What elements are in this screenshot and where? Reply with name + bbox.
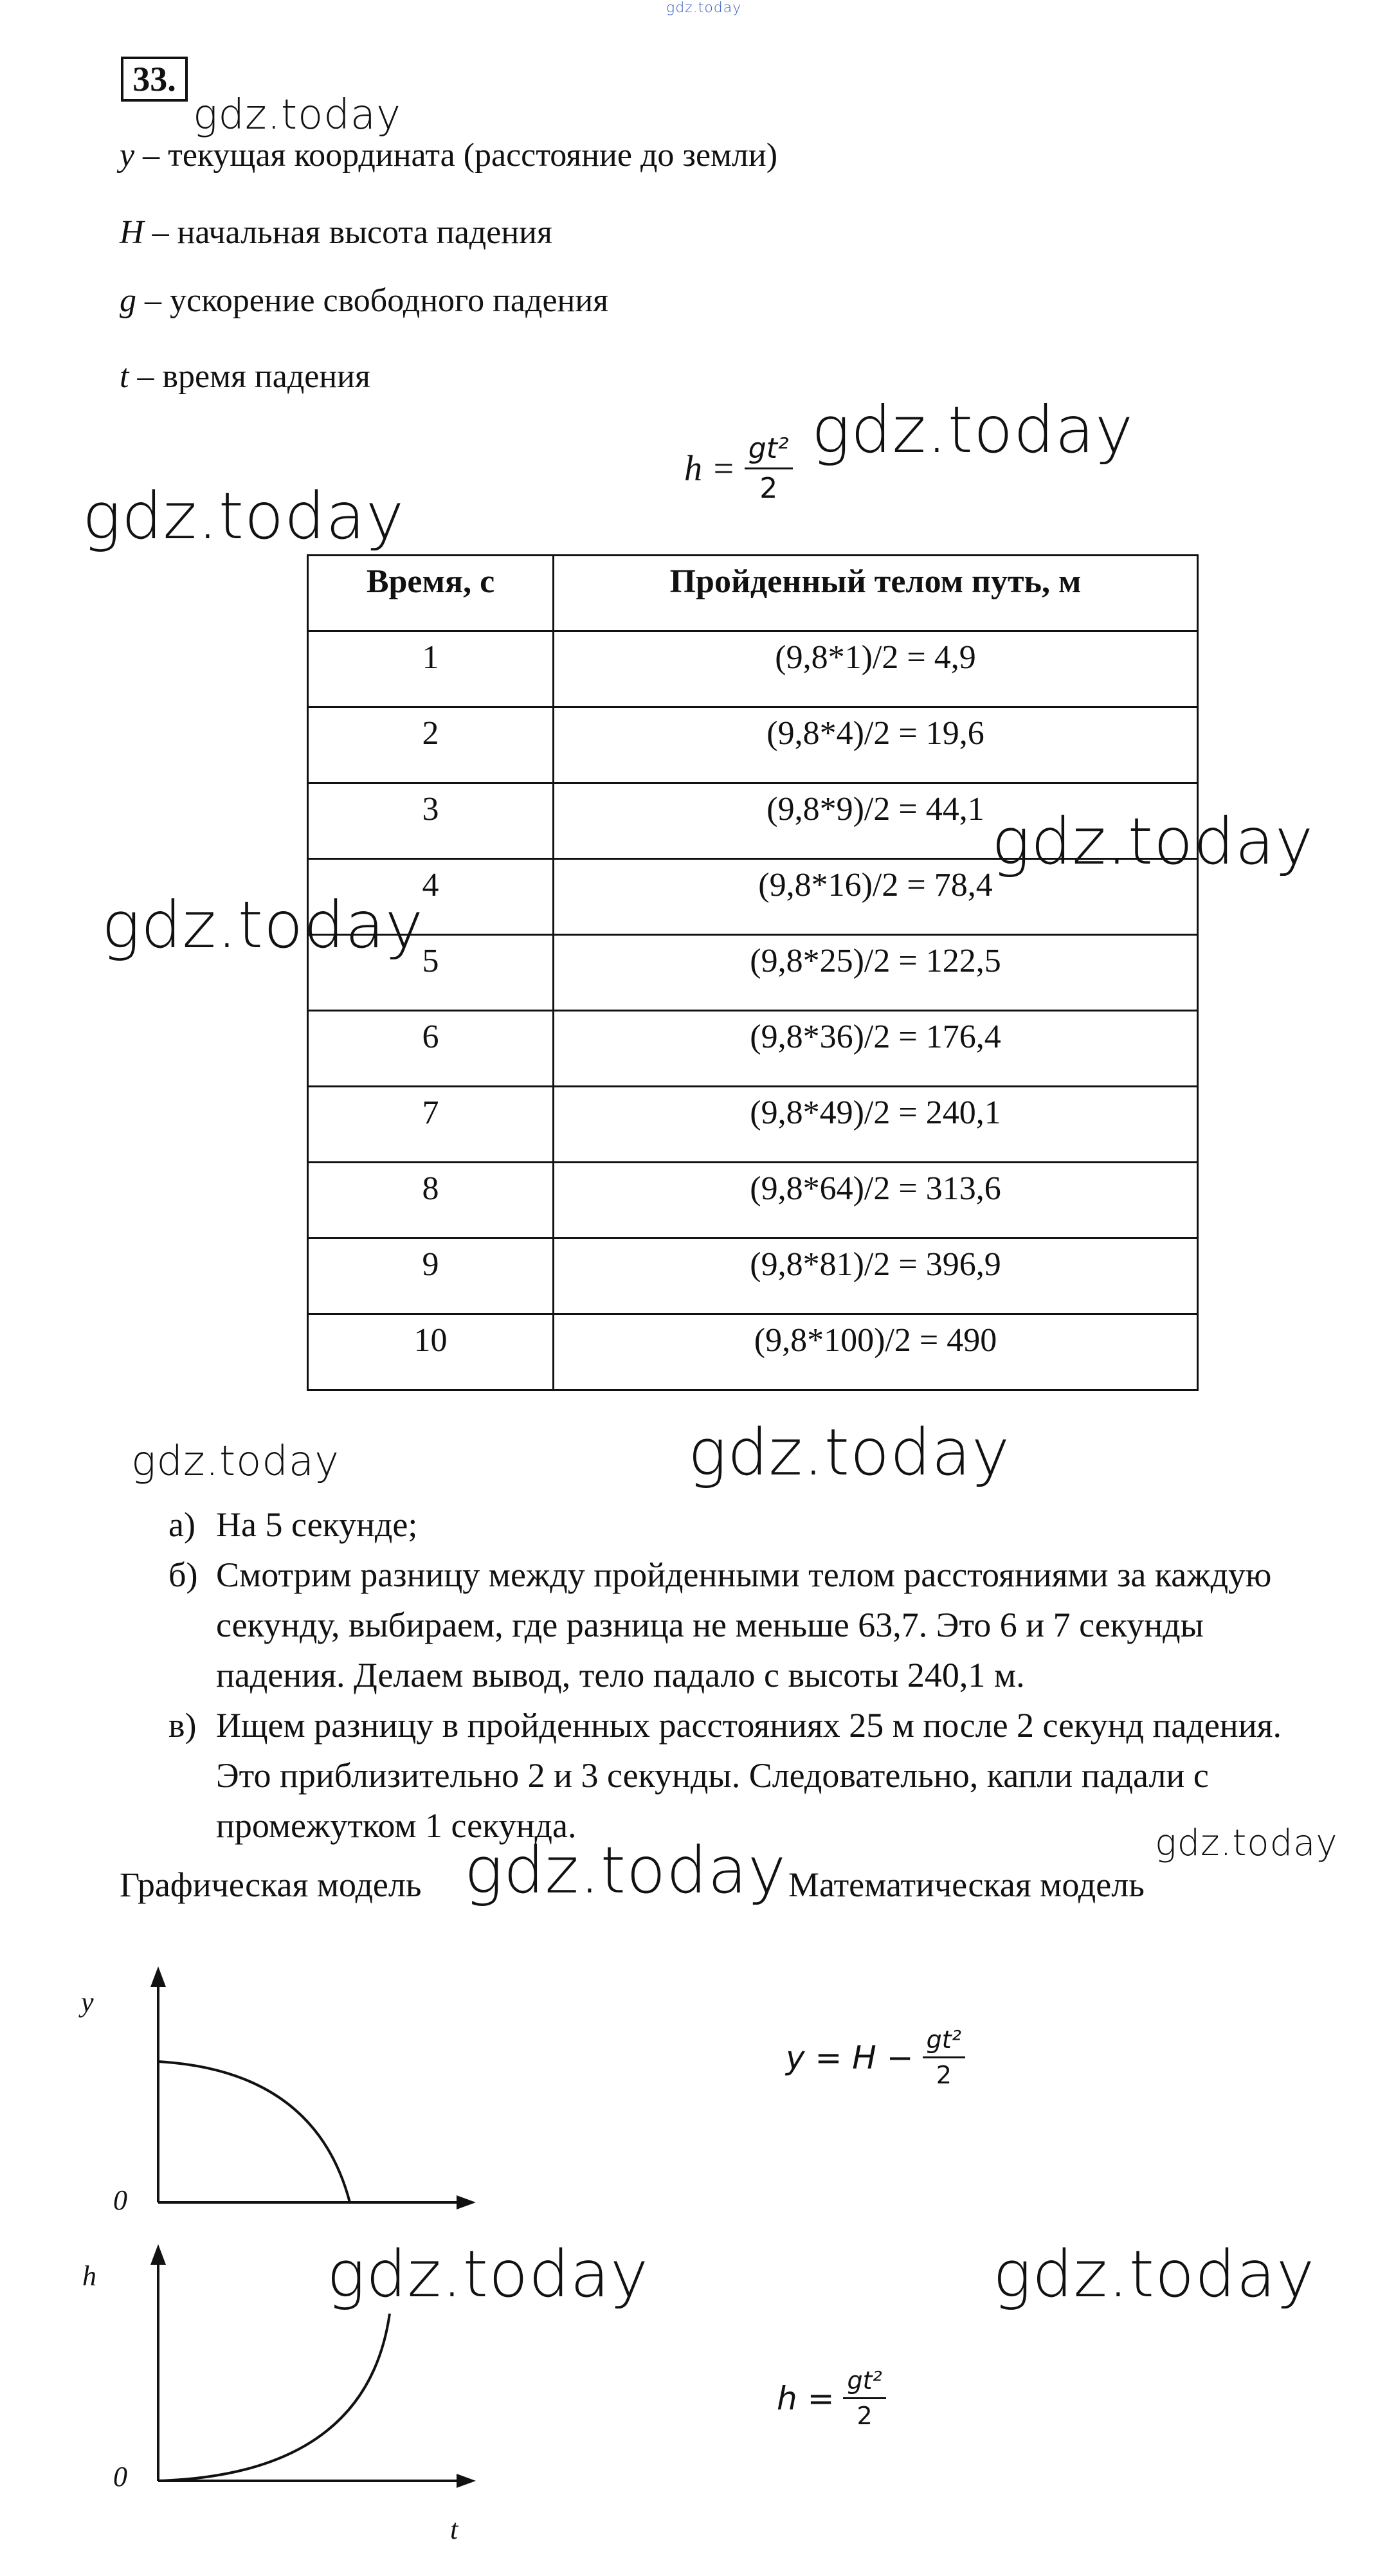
answer-c-line: Это приблизительно 2 и 3 секунды. Следовательно, капли падали с	[216, 1756, 1209, 1795]
graph1-y-label: y	[81, 1986, 94, 2018]
graph1-origin: 0	[113, 2184, 127, 2216]
cell-distance: (9,8*49)/2 = 240,1	[554, 1087, 1198, 1163]
header-time: Время, с	[308, 556, 554, 631]
table-row	[308, 1163, 1198, 1238]
watermark-6: gdz.today	[131, 1438, 340, 1485]
table-row	[308, 935, 1198, 1011]
math-formula-y: y = H − $\frac{\text{gt²}}{2}$	[786, 2026, 965, 2089]
header-distance: Пройденный телом путь, м	[554, 556, 1198, 631]
arrow-right-icon	[457, 2474, 476, 2488]
table-row	[308, 631, 1198, 707]
answer-b-line: Смотрим разницу между пройденными телом расстояниями за каждую	[216, 1556, 1272, 1594]
answer-a-marker: а)	[168, 1505, 195, 1544]
table-row	[308, 707, 1198, 783]
table-row	[308, 1087, 1198, 1163]
table-header-row	[308, 556, 1198, 631]
cell-time: 4	[308, 859, 554, 935]
watermark-3: gdz.today	[82, 478, 405, 554]
table-row	[308, 783, 1198, 859]
caption-graphic-model: Графическая модель	[120, 1865, 422, 1904]
graph2-x-label: t	[450, 2514, 458, 2545]
watermark-1: gdz.today	[193, 91, 401, 139]
answer-b-line: секунду, выбираем, где разница не меньше 63,7. Это 6 и 7 секунды	[216, 1606, 1204, 1644]
cell-distance: (9,8*100)/2 = 490	[554, 1314, 1198, 1390]
graph-y-of-t	[64, 1955, 502, 2225]
cell-time: 5	[308, 935, 554, 1011]
graph2-y-label: h	[82, 2260, 96, 2292]
watermark-11: gdz.today	[993, 2236, 1316, 2312]
cell-distance: (9,8*64)/2 = 313,6	[554, 1163, 1198, 1238]
table-row	[308, 1011, 1198, 1087]
distance-table	[307, 554, 1199, 1391]
task-number: 33.	[121, 57, 188, 102]
cell-time: 2	[308, 707, 554, 783]
answer-b-line: падения. Делаем вывод, тело падало с высоты 240,1 м.	[216, 1656, 1025, 1694]
graph-h-of-t	[64, 2230, 502, 2500]
arrow-up-icon	[150, 1966, 166, 1987]
answer-c-marker: в)	[168, 1706, 197, 1745]
table-row	[308, 1238, 1198, 1314]
arrow-up-icon	[150, 2244, 166, 2265]
watermark-9: gdz.today	[464, 1833, 787, 1908]
graph2-origin: 0	[113, 2461, 127, 2492]
cell-distance: (9,8*4)/2 = 19,6	[554, 707, 1198, 783]
answer-c-line: промежутком 1 секунда.	[216, 1806, 577, 1845]
graph2-y-axis	[150, 2244, 166, 2481]
caption-math-model: Математическая модель	[788, 1865, 1145, 1904]
cell-distance: (9,8*16)/2 = 78,4	[554, 859, 1198, 935]
cell-distance: (9,8*25)/2 = 122,5	[554, 935, 1198, 1011]
watermark-10: gdz.today	[327, 2236, 649, 2312]
watermark-2: gdz.today	[811, 392, 1134, 467]
cell-time: 8	[308, 1163, 554, 1238]
answer-a-line: На 5 секунде;	[216, 1505, 418, 1544]
table-row	[308, 859, 1198, 935]
answer-c-line: Ищем разницу в пройденных расстояниях 25 м после 2 секунд падения.	[216, 1706, 1282, 1745]
cell-time: 6	[308, 1011, 554, 1087]
cell-distance: (9,8*9)/2 = 44,1	[554, 783, 1198, 859]
formula-h: h = $\frac{\text{gt²}}{2}$	[684, 432, 793, 505]
cell-time: 7	[308, 1087, 554, 1163]
cell-time: 1	[308, 631, 554, 707]
cell-distance: (9,8*81)/2 = 396,9	[554, 1238, 1198, 1314]
cell-time: 9	[308, 1238, 554, 1314]
graph1-curve	[158, 2062, 350, 2202]
table-row	[308, 1314, 1198, 1390]
cell-distance: (9,8*1)/2 = 4,9	[554, 631, 1198, 707]
watermark-5: gdz.today	[102, 887, 424, 963]
graph1-x-axis	[158, 2195, 476, 2209]
graph1-y-axis	[150, 1966, 166, 2202]
cell-time: 10	[308, 1314, 554, 1390]
arrow-right-icon	[457, 2195, 476, 2209]
top-watermark: gdz.today	[666, 0, 742, 16]
definition-t: t – время падения	[120, 358, 370, 395]
watermark-8: gdz.today	[1155, 1822, 1338, 1864]
watermark-4: gdz.today	[992, 804, 1314, 879]
definition-H: H – начальная высота падения	[120, 214, 552, 251]
watermark-7: gdz.today	[688, 1415, 1011, 1490]
definition-g: g – ускорение свободного падения	[120, 282, 609, 319]
cell-distance: (9,8*36)/2 = 176,4	[554, 1011, 1198, 1087]
definition-y: y – текущая координата (расстояние до земли)	[120, 137, 778, 174]
answer-b-marker: б)	[168, 1556, 198, 1594]
graph2-curve	[158, 2314, 390, 2481]
cell-time: 3	[308, 783, 554, 859]
math-formula-h: h = $\frac{\text{gt²}}{2}$	[777, 2366, 886, 2430]
